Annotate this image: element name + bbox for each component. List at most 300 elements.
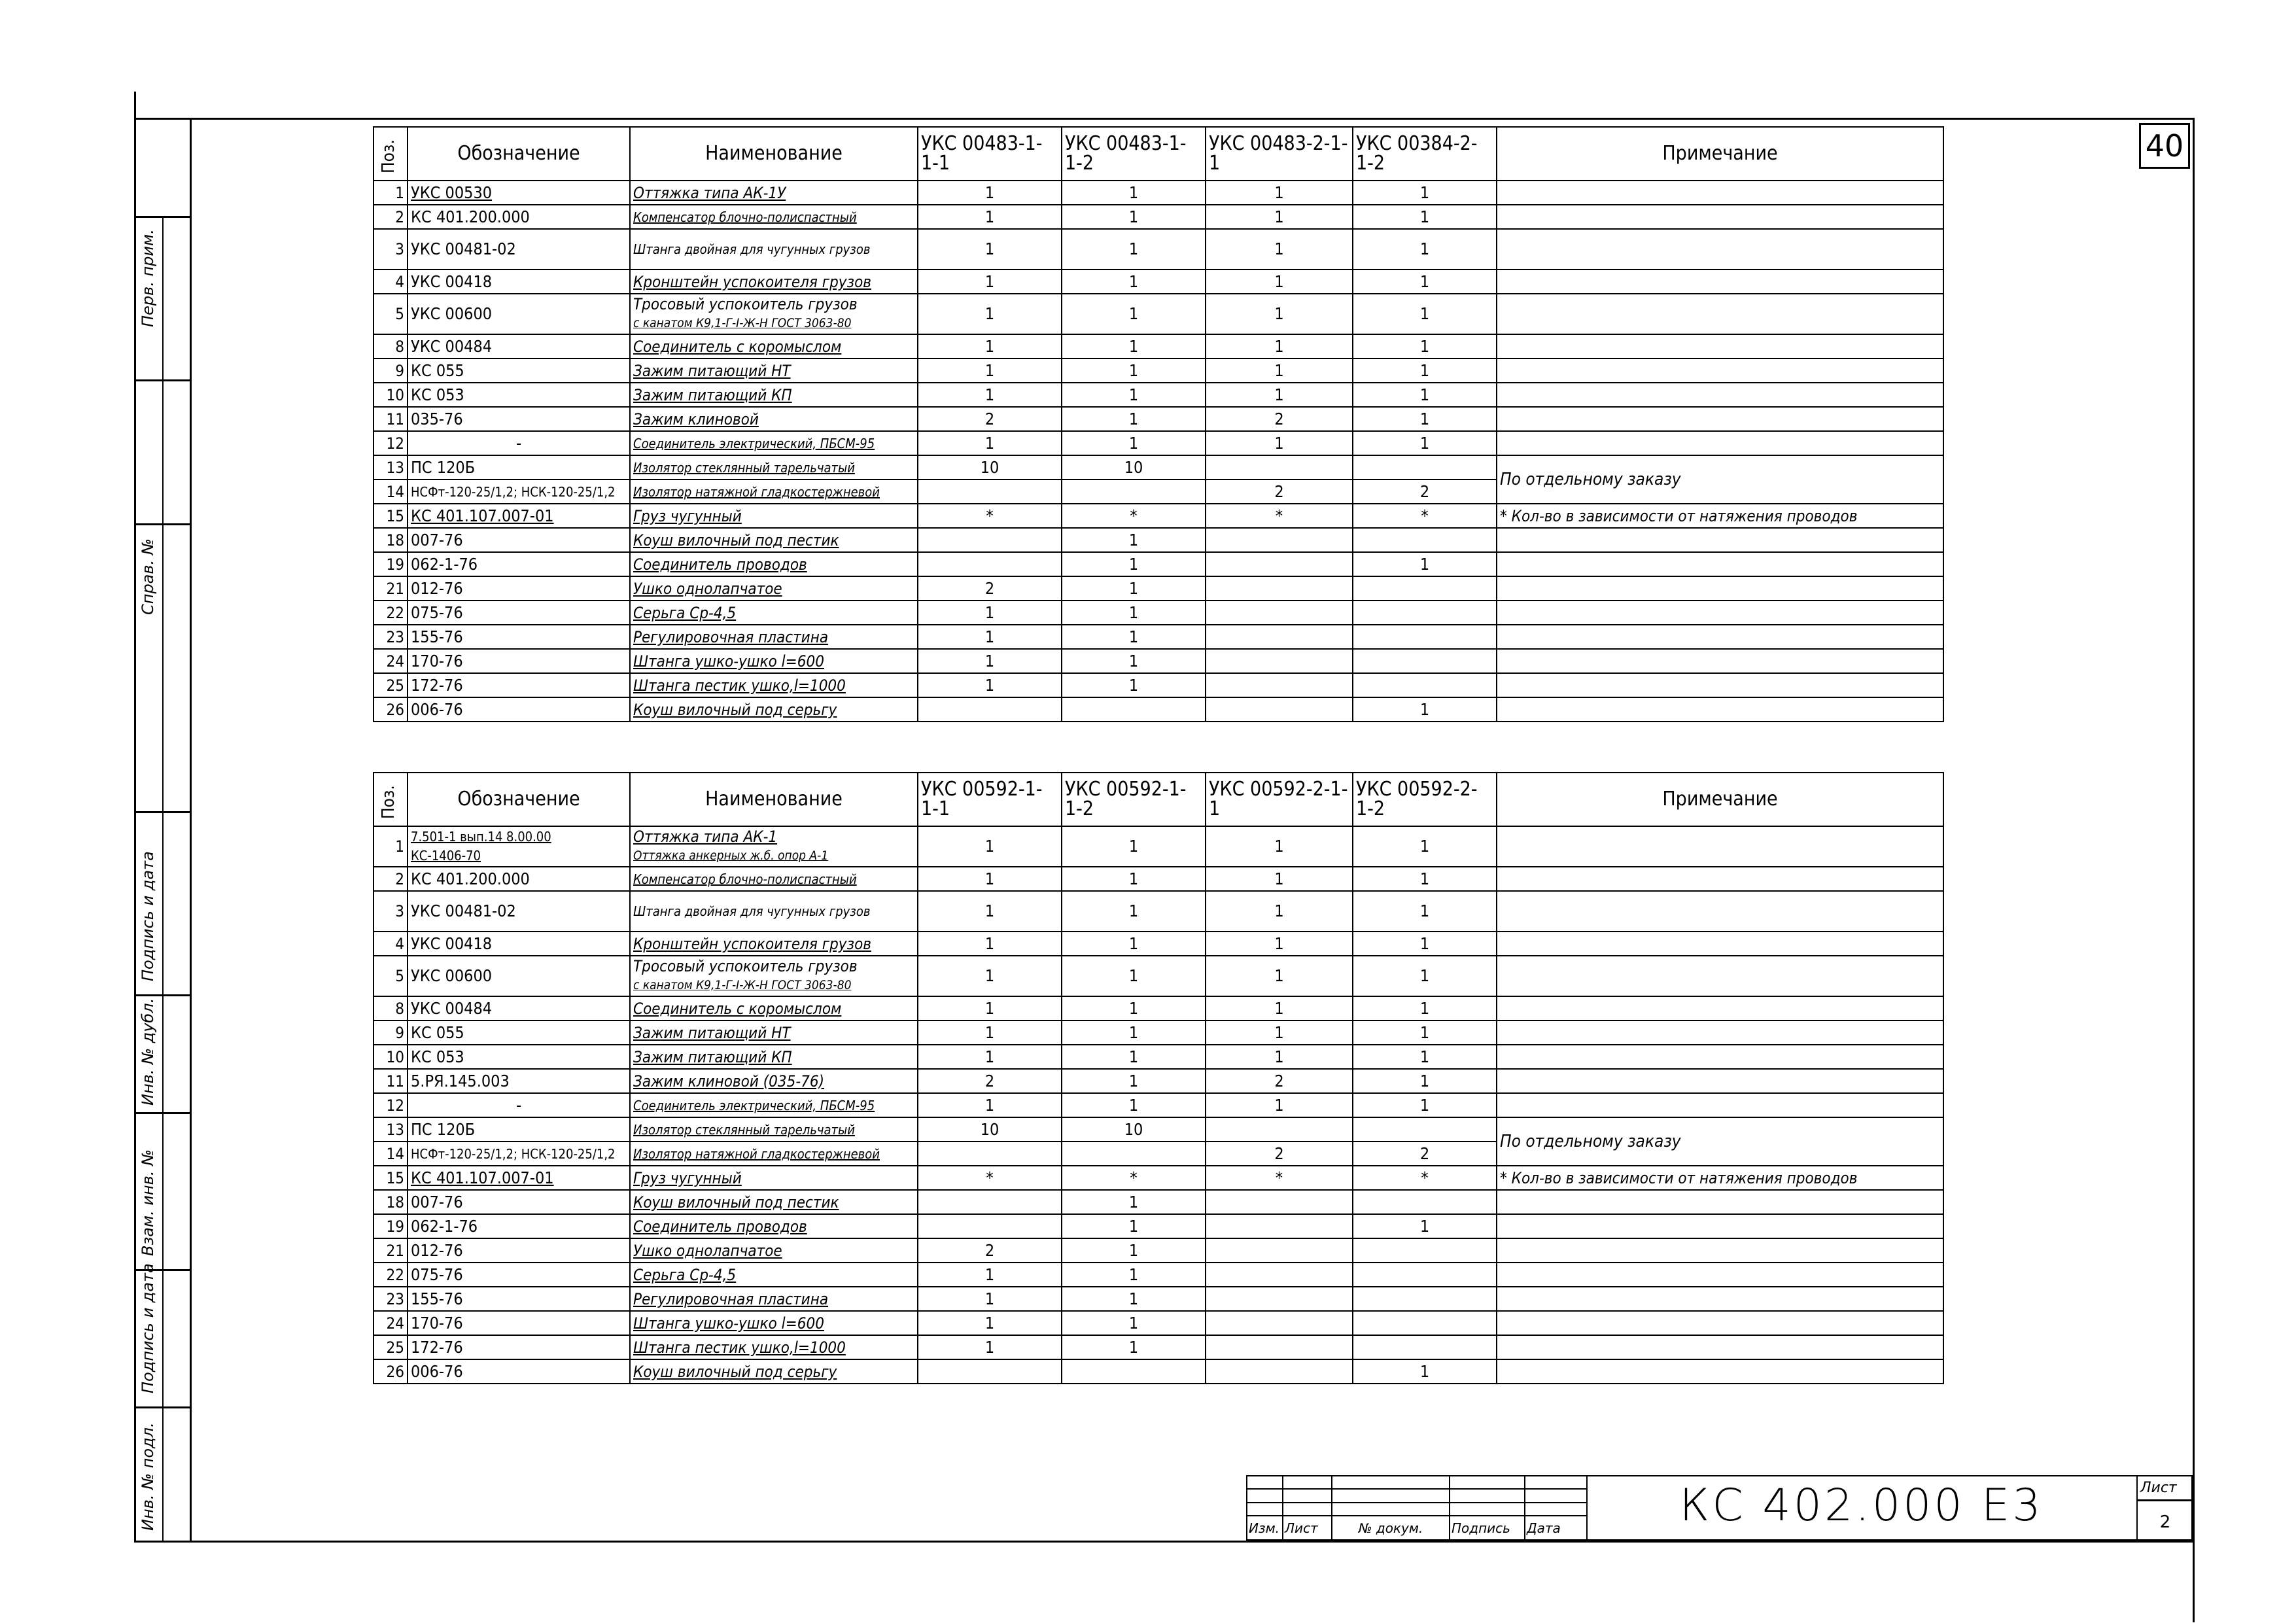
table-row <box>374 867 1943 891</box>
row-qty-variant-2: 1 <box>1062 1287 1206 1311</box>
row-name: Коуш вилочный под серьгу <box>630 1359 918 1384</box>
table-row <box>374 270 1943 294</box>
row-note <box>1497 181 1943 205</box>
row-pos: 3 <box>374 891 408 932</box>
row-qty-variant-4 <box>1353 576 1497 601</box>
header-name: Наименование <box>630 127 918 181</box>
table-row <box>374 826 1943 867</box>
row-pos: 8 <box>374 334 408 358</box>
row-qty-variant-4: 1 <box>1353 867 1497 891</box>
row-qty-variant-4: * <box>1353 1166 1497 1190</box>
row-pos: 26 <box>374 697 408 722</box>
row-qty-variant-3 <box>1206 601 1353 625</box>
row-name-line1: Тросовый успокоитель грузов <box>633 295 858 313</box>
row-note <box>1497 294 1943 334</box>
row-qty-variant-4: 1 <box>1353 431 1497 455</box>
row-designation: 5.РЯ.145.003 <box>408 1069 630 1093</box>
row-qty-variant-1: 10 <box>918 455 1062 480</box>
row-qty-variant-1: 1 <box>918 229 1062 270</box>
row-note <box>1497 649 1943 673</box>
table-row <box>374 1359 1943 1384</box>
row-designation: 075-76 <box>408 1263 630 1287</box>
row-qty-variant-1 <box>918 1214 1062 1238</box>
row-designation: 006-76 <box>408 1359 630 1384</box>
row-qty-variant-4: 1 <box>1353 552 1497 576</box>
side-label-inv-dubl: Инв. № дубл. <box>139 998 157 1106</box>
row-designation: 012-76 <box>408 576 630 601</box>
table-row <box>374 932 1943 956</box>
row-name: Компенсатор блочно-полиспастный <box>630 205 918 229</box>
row-pos: 3 <box>374 229 408 270</box>
table-row <box>374 1093 1943 1117</box>
row-qty-variant-3: 1 <box>1206 270 1353 294</box>
row-designation: ПС 120Б <box>408 455 630 480</box>
row-qty-variant-4 <box>1353 649 1497 673</box>
row-name: Серьга Ср-4,5 <box>630 601 918 625</box>
row-pos: 4 <box>374 932 408 956</box>
row-note <box>1497 891 1943 932</box>
row-qty-variant-2: 1 <box>1062 867 1206 891</box>
row-designation: УКС 00530 <box>408 181 630 205</box>
row-pos: 2 <box>374 867 408 891</box>
row-qty-variant-2: 10 <box>1062 1117 1206 1142</box>
table-row <box>374 1214 1943 1238</box>
row-designation: НСФт-120-25/1,2; НСК-120-25/1,2 <box>408 480 630 504</box>
row-note-separate-order: По отдельному заказу <box>1497 1117 1943 1166</box>
row-qty-variant-3 <box>1206 649 1353 673</box>
row-qty-variant-2 <box>1062 1142 1206 1166</box>
row-qty-variant-1: 1 <box>918 383 1062 407</box>
table-row <box>374 1117 1943 1142</box>
row-designation: 155-76 <box>408 1287 630 1311</box>
row-note <box>1497 1069 1943 1093</box>
row-pos: 18 <box>374 528 408 552</box>
row-qty-variant-3 <box>1206 1190 1353 1214</box>
row-qty-variant-3 <box>1206 1287 1353 1311</box>
row-pos: 12 <box>374 1093 408 1117</box>
row-designation: КС 401.107.007-01 <box>408 1166 630 1190</box>
table-row <box>374 528 1943 552</box>
table-row <box>374 996 1943 1021</box>
row-designation: 062-1-76 <box>408 552 630 576</box>
row-designation: 035-76 <box>408 407 630 431</box>
row-designation: КС 401.107.007-01 <box>408 504 630 528</box>
row-pos: 5 <box>374 956 408 996</box>
table-row <box>374 431 1943 455</box>
table-row <box>374 358 1943 383</box>
row-qty-variant-4 <box>1353 1117 1497 1142</box>
frame-left-line <box>190 118 192 1543</box>
row-qty-variant-4: 1 <box>1353 270 1497 294</box>
row-name: Ушко однолапчатое <box>630 576 918 601</box>
row-qty-variant-1: 1 <box>918 334 1062 358</box>
header-variant-3: УКС 00483-2-1-1 <box>1206 127 1353 181</box>
row-qty-variant-4 <box>1353 1190 1497 1214</box>
row-qty-variant-2: 1 <box>1062 181 1206 205</box>
row-qty-variant-2: 1 <box>1062 673 1206 697</box>
row-qty-variant-2: * <box>1062 1166 1206 1190</box>
row-qty-variant-1: 10 <box>918 1117 1062 1142</box>
row-name-line1: Тросовый успокоитель грузов <box>633 957 858 975</box>
row-qty-variant-3: 1 <box>1206 1093 1353 1117</box>
row-qty-variant-4: 1 <box>1353 1214 1497 1238</box>
row-note-weight: * Кол-во в зависимости от натяжения проводов <box>1497 504 1943 528</box>
row-name: Груз чугунный <box>630 504 918 528</box>
row-qty-variant-4: 1 <box>1353 956 1497 996</box>
row-qty-variant-1: 1 <box>918 601 1062 625</box>
row-note <box>1497 1238 1943 1263</box>
row-name: Регулировочная пластина <box>630 625 918 649</box>
table-row <box>374 673 1943 697</box>
row-qty-variant-3 <box>1206 1335 1353 1359</box>
row-qty-variant-2: 1 <box>1062 358 1206 383</box>
stamp-label-data: Дата <box>1525 1516 1587 1540</box>
row-name-line2: с канатом К9,1-Г-I-Ж-Н ГОСТ 3063-80 <box>633 316 852 330</box>
row-qty-variant-2: 1 <box>1062 1069 1206 1093</box>
row-designation: ПС 120Б <box>408 1117 630 1142</box>
header-pos: Поз. <box>374 127 408 181</box>
row-qty-variant-4: 1 <box>1353 294 1497 334</box>
row-designation: КС 053 <box>408 1045 630 1069</box>
row-qty-variant-3 <box>1206 1359 1353 1384</box>
row-qty-variant-3: 1 <box>1206 229 1353 270</box>
row-name: Кронштейн успокоителя грузов <box>630 932 918 956</box>
row-pos: 22 <box>374 601 408 625</box>
row-pos: 9 <box>374 1021 408 1045</box>
row-qty-variant-4 <box>1353 601 1497 625</box>
row-qty-variant-3: 1 <box>1206 431 1353 455</box>
row-qty-variant-3: * <box>1206 504 1353 528</box>
row-qty-variant-1: 2 <box>918 1069 1062 1093</box>
row-pos: 13 <box>374 1117 408 1142</box>
row-qty-variant-1 <box>918 528 1062 552</box>
row-pos: 9 <box>374 358 408 383</box>
table-row <box>374 1021 1943 1045</box>
row-qty-variant-2: 1 <box>1062 1093 1206 1117</box>
row-qty-variant-4: 2 <box>1353 1142 1497 1166</box>
row-designation: - <box>408 431 630 455</box>
row-qty-variant-1: 1 <box>918 996 1062 1021</box>
row-pos: 14 <box>374 1142 408 1166</box>
row-qty-variant-2: 1 <box>1062 956 1206 996</box>
table-row <box>374 1166 1943 1190</box>
table-row <box>374 956 1943 996</box>
row-pos: 25 <box>374 1335 408 1359</box>
table-row <box>374 1287 1943 1311</box>
row-qty-variant-3: 1 <box>1206 891 1353 932</box>
row-qty-variant-3: 1 <box>1206 181 1353 205</box>
row-pos: 2 <box>374 205 408 229</box>
row-qty-variant-2: 1 <box>1062 1045 1206 1069</box>
header-note: Примечание <box>1497 773 1943 826</box>
row-note <box>1497 1335 1943 1359</box>
row-pos: 15 <box>374 504 408 528</box>
row-designation: УКС 00418 <box>408 932 630 956</box>
row-qty-variant-1: 1 <box>918 1093 1062 1117</box>
row-qty-variant-3 <box>1206 1214 1353 1238</box>
row-name: Зажим клиновой <box>630 407 918 431</box>
row-note <box>1497 1045 1943 1069</box>
row-qty-variant-1: 1 <box>918 649 1062 673</box>
row-qty-variant-3: 2 <box>1206 1142 1353 1166</box>
row-note <box>1497 1263 1943 1287</box>
row-designation: КС 401.200.000 <box>408 205 630 229</box>
table-row <box>374 334 1943 358</box>
table-row <box>374 294 1943 334</box>
sheet-label: Лист <box>2140 1480 2177 1496</box>
row-name: Груз чугунный <box>630 1166 918 1190</box>
row-qty-variant-3 <box>1206 1263 1353 1287</box>
table-row <box>374 697 1943 722</box>
table-row <box>374 891 1943 932</box>
side-label-inv-podl: Инв. № подл. <box>139 1422 157 1531</box>
row-note <box>1497 205 1943 229</box>
row-qty-variant-4: 1 <box>1353 697 1497 722</box>
row-qty-variant-1: 1 <box>918 270 1062 294</box>
row-qty-variant-4 <box>1353 1287 1497 1311</box>
table-row <box>374 407 1943 431</box>
row-note <box>1497 1311 1943 1335</box>
row-qty-variant-4: 1 <box>1353 1093 1497 1117</box>
row-qty-variant-4: 1 <box>1353 891 1497 932</box>
row-qty-variant-3: 2 <box>1206 407 1353 431</box>
row-qty-variant-2: * <box>1062 504 1206 528</box>
row-qty-variant-3: 1 <box>1206 358 1353 383</box>
header-variant-2: УКС 00483-1-1-2 <box>1062 127 1206 181</box>
row-qty-variant-2: 1 <box>1062 383 1206 407</box>
row-designation: 075-76 <box>408 601 630 625</box>
row-qty-variant-2: 1 <box>1062 625 1206 649</box>
row-designation: УКС 00600 <box>408 294 630 334</box>
row-name: Компенсатор блочно-полиспастный <box>630 867 918 891</box>
row-name: Изолятор натяжной гладкостержневой <box>630 480 918 504</box>
row-name: Регулировочная пластина <box>630 1287 918 1311</box>
row-note <box>1497 1287 1943 1311</box>
row-qty-variant-1: 1 <box>918 1335 1062 1359</box>
row-qty-variant-1 <box>918 1142 1062 1166</box>
row-designation: КС 055 <box>408 1021 630 1045</box>
table-row <box>374 1335 1943 1359</box>
row-note <box>1497 867 1943 891</box>
row-qty-variant-3: 1 <box>1206 826 1353 867</box>
spec-table-2 <box>373 772 1944 1384</box>
table-row <box>374 576 1943 601</box>
row-pos: 21 <box>374 1238 408 1263</box>
header-variant-3: УКС 00592-2-1-1 <box>1206 773 1353 826</box>
row-pos: 11 <box>374 407 408 431</box>
row-qty-variant-3 <box>1206 1238 1353 1263</box>
row-qty-variant-2 <box>1062 1359 1206 1384</box>
row-note <box>1497 431 1943 455</box>
row-note <box>1497 673 1943 697</box>
row-qty-variant-1: 1 <box>918 891 1062 932</box>
row-pos: 23 <box>374 1287 408 1311</box>
row-name: Кронштейн успокоителя грузов <box>630 270 918 294</box>
table-row <box>374 383 1943 407</box>
row-qty-variant-4 <box>1353 673 1497 697</box>
row-qty-variant-1: 1 <box>918 431 1062 455</box>
row-designation: КС 053 <box>408 383 630 407</box>
row-qty-variant-1 <box>918 1359 1062 1384</box>
row-note <box>1497 407 1943 431</box>
row-designation <box>408 826 630 867</box>
row-qty-variant-1: 1 <box>918 1021 1062 1045</box>
row-qty-variant-1: 1 <box>918 673 1062 697</box>
row-qty-variant-3 <box>1206 1311 1353 1335</box>
row-qty-variant-4 <box>1353 1335 1497 1359</box>
row-name: Штанга ушко-ушко l=600 <box>630 1311 918 1335</box>
row-designation: УКС 00484 <box>408 334 630 358</box>
frame-top-line <box>134 118 2195 120</box>
row-qty-variant-2: 1 <box>1062 601 1206 625</box>
table-row <box>374 205 1943 229</box>
row-note <box>1497 528 1943 552</box>
row-qty-variant-3: 1 <box>1206 867 1353 891</box>
row-note <box>1497 1093 1943 1117</box>
row-designation: УКС 00418 <box>408 270 630 294</box>
row-name: Соединитель с коромыслом <box>630 334 918 358</box>
frame-bottom-line <box>134 1541 2195 1543</box>
row-qty-variant-1: 2 <box>918 1238 1062 1263</box>
side-label-perv-prim: Перв. прим. <box>139 229 157 327</box>
row-qty-variant-3: 1 <box>1206 205 1353 229</box>
row-qty-variant-1: 1 <box>918 1287 1062 1311</box>
row-note <box>1497 334 1943 358</box>
row-note <box>1497 697 1943 722</box>
row-name: Коуш вилочный под пестик <box>630 528 918 552</box>
header-note: Примечание <box>1497 127 1943 181</box>
row-qty-variant-3 <box>1206 697 1353 722</box>
row-qty-variant-1: 2 <box>918 576 1062 601</box>
row-note <box>1497 1214 1943 1238</box>
row-note <box>1497 826 1943 867</box>
row-qty-variant-2: 1 <box>1062 407 1206 431</box>
row-qty-variant-4 <box>1353 455 1497 480</box>
row-qty-variant-3: 1 <box>1206 932 1353 956</box>
row-qty-variant-3 <box>1206 576 1353 601</box>
row-qty-variant-3 <box>1206 673 1353 697</box>
header-variant-1: УКС 00483-1-1-1 <box>918 127 1062 181</box>
row-qty-variant-1: 1 <box>918 294 1062 334</box>
header-variant-2: УКС 00592-1-1-2 <box>1062 773 1206 826</box>
row-pos: 19 <box>374 552 408 576</box>
stamp-label-izm: Изм. <box>1247 1516 1283 1540</box>
row-qty-variant-2: 1 <box>1062 270 1206 294</box>
row-pos: 19 <box>374 1214 408 1238</box>
table-row <box>374 229 1943 270</box>
row-designation: 006-76 <box>408 697 630 722</box>
row-note <box>1497 601 1943 625</box>
header-designation: Обозначение <box>408 127 630 181</box>
row-qty-variant-2: 1 <box>1062 431 1206 455</box>
frame-outer-left-line <box>134 92 136 1543</box>
header-name: Наименование <box>630 773 918 826</box>
row-name: Штанга двойная для чугунных грузов <box>630 229 918 270</box>
row-qty-variant-1: 1 <box>918 625 1062 649</box>
row-qty-variant-1: 1 <box>918 956 1062 996</box>
row-qty-variant-4 <box>1353 1238 1497 1263</box>
row-qty-variant-2 <box>1062 480 1206 504</box>
row-pos: 14 <box>374 480 408 504</box>
row-qty-variant-3: 1 <box>1206 1021 1353 1045</box>
table-row <box>374 1069 1943 1093</box>
row-designation: УКС 00484 <box>408 996 630 1021</box>
row-qty-variant-2: 1 <box>1062 528 1206 552</box>
row-designation: УКС 00481-02 <box>408 229 630 270</box>
row-qty-variant-3 <box>1206 455 1353 480</box>
row-pos: 10 <box>374 1045 408 1069</box>
row-name: Зажим питающий КП <box>630 1045 918 1069</box>
row-qty-variant-1: 1 <box>918 932 1062 956</box>
row-designation: КС 401.200.000 <box>408 867 630 891</box>
row-qty-variant-3: 2 <box>1206 1069 1353 1093</box>
row-qty-variant-4: 1 <box>1353 826 1497 867</box>
row-qty-variant-2: 1 <box>1062 891 1206 932</box>
row-qty-variant-2: 1 <box>1062 294 1206 334</box>
row-qty-variant-2: 1 <box>1062 552 1206 576</box>
table-row <box>374 601 1943 625</box>
row-pos: 21 <box>374 576 408 601</box>
table-row <box>374 455 1943 480</box>
row-qty-variant-1: 1 <box>918 205 1062 229</box>
row-qty-variant-1 <box>918 552 1062 576</box>
corner-sheet-number: 40 <box>2145 128 2184 164</box>
row-name: Соединитель проводов <box>630 1214 918 1238</box>
table-row <box>374 1238 1943 1263</box>
row-name: Изолятор стеклянный тарельчатый <box>630 455 918 480</box>
row-name: Оттяжка типа АК-1У <box>630 181 918 205</box>
row-name: Ушко однолапчатое <box>630 1238 918 1263</box>
row-note <box>1497 576 1943 601</box>
row-name: Изолятор стеклянный тарельчатый <box>630 1117 918 1142</box>
row-qty-variant-4: 1 <box>1353 181 1497 205</box>
table-row <box>374 649 1943 673</box>
side-label-podpis-data-1: Подпись и дата <box>139 851 157 981</box>
row-note <box>1497 229 1943 270</box>
row-pos: 15 <box>374 1166 408 1190</box>
row-qty-variant-2: 1 <box>1062 1263 1206 1287</box>
row-pos: 4 <box>374 270 408 294</box>
row-pos: 8 <box>374 996 408 1021</box>
row-qty-variant-1: 1 <box>918 358 1062 383</box>
row-name <box>630 826 918 867</box>
row-note <box>1497 383 1943 407</box>
row-qty-variant-4 <box>1353 528 1497 552</box>
row-qty-variant-4: 1 <box>1353 334 1497 358</box>
row-qty-variant-1: 1 <box>918 1311 1062 1335</box>
row-name: Соединитель электрический, ПБСМ-95 <box>630 1093 918 1117</box>
row-qty-variant-2: 1 <box>1062 1335 1206 1359</box>
row-qty-variant-1 <box>918 1190 1062 1214</box>
row-note <box>1497 552 1943 576</box>
row-qty-variant-2: 1 <box>1062 649 1206 673</box>
row-qty-variant-3 <box>1206 1117 1353 1142</box>
row-qty-variant-4: 1 <box>1353 407 1497 431</box>
row-qty-variant-2: 1 <box>1062 826 1206 867</box>
row-name <box>630 294 918 334</box>
header-variant-1: УКС 00592-1-1-1 <box>918 773 1062 826</box>
row-name: Соединитель с коромыслом <box>630 996 918 1021</box>
row-qty-variant-4: 1 <box>1353 1045 1497 1069</box>
side-label-podpis-data-2: Подпись и дата <box>139 1263 157 1393</box>
row-qty-variant-2: 10 <box>1062 455 1206 480</box>
row-name-line2: с канатом К9,1-Г-I-Ж-Н ГОСТ 3063-80 <box>633 978 852 992</box>
row-qty-variant-2: 1 <box>1062 996 1206 1021</box>
row-name <box>630 956 918 996</box>
corner-sheet-box <box>2139 123 2190 169</box>
row-qty-variant-2: 1 <box>1062 1190 1206 1214</box>
row-qty-variant-1: 2 <box>918 407 1062 431</box>
